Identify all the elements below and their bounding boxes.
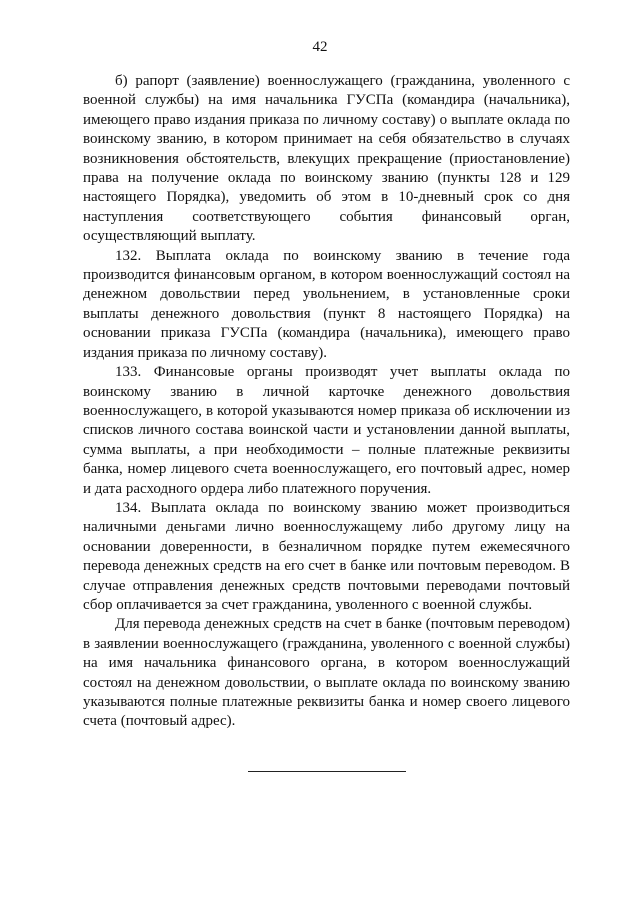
page-number: 42 [312,39,328,55]
paragraph-b-report: б) рапорт (заявление) военнослужащего (гражданина, уволенного с военной службы) на имя начальника ГУСПа (командира (начальника), имеющего право издания приказа по личному составу) о выплате оклада по воинскому званию, в котором принимает на себя обязательство в случаях возникновения обстоятельств, влекущих прекращение (приостановление) права на получение оклада по воинскому званию (пункты 128 и 129 настоящего Порядка), уведомить об этом в 10-дневный срок со дня наступления соответствующего события финансовый орган, осуществляющий выплату. [83,73,570,245]
paragraph-133: 133. Финансовые органы производят учет выплаты оклада по воинскому званию в личной карточке денежного довольствия военнослужащего, в которой указываются номер приказа об исключении из списков личного состава воинской части и установлении данной выплаты, сумма выплаты, а при необходимости – полные платежные реквизиты банка, номер лицевого счета военнослужащего, его почтовый адрес, номер и дата расходного ордера либо платежного поручения. [83,364,570,497]
paragraph-134: 134. Выплата оклада по воинскому званию может производиться наличными деньгами лично военнослужащему либо другому лицу на основании доверенности, в безналичном порядке путем ежемесячного перевода денежных средств на его счет в банке или почтовым переводом. В случае отправления денежных средств почтовыми переводами почтовый сбор оплачивается за счет гражданина, уволенного с военной службы. [83,499,570,613]
paragraph-132: 132. Выплата оклада по воинскому званию в течение года производится финансовым органом, в котором военнослужащий состоял на денежном довольствии перед увольнением, в установленные сроки выплаты денежного довольствия (пункт 8 настоящего Порядка) на основании приказа ГУСПа (командира (начальника), имеющего право издания приказа по личному составу). [83,247,570,361]
document-body [83,72,570,732]
paragraph-bank-transfer: Для перевода денежных средств на счет в банке (почтовым переводом) в заявлении военнослужащего (гражданина, уволенного с военной службы) на имя начальника финансового органа, в котором военнослужащий состоял на денежном довольствии, о выплате оклада по воинскому званию указываются полные платежные реквизиты банка и номер своего лицевого счета (почтовый адрес). [83,616,570,730]
end-divider-line [248,771,406,772]
